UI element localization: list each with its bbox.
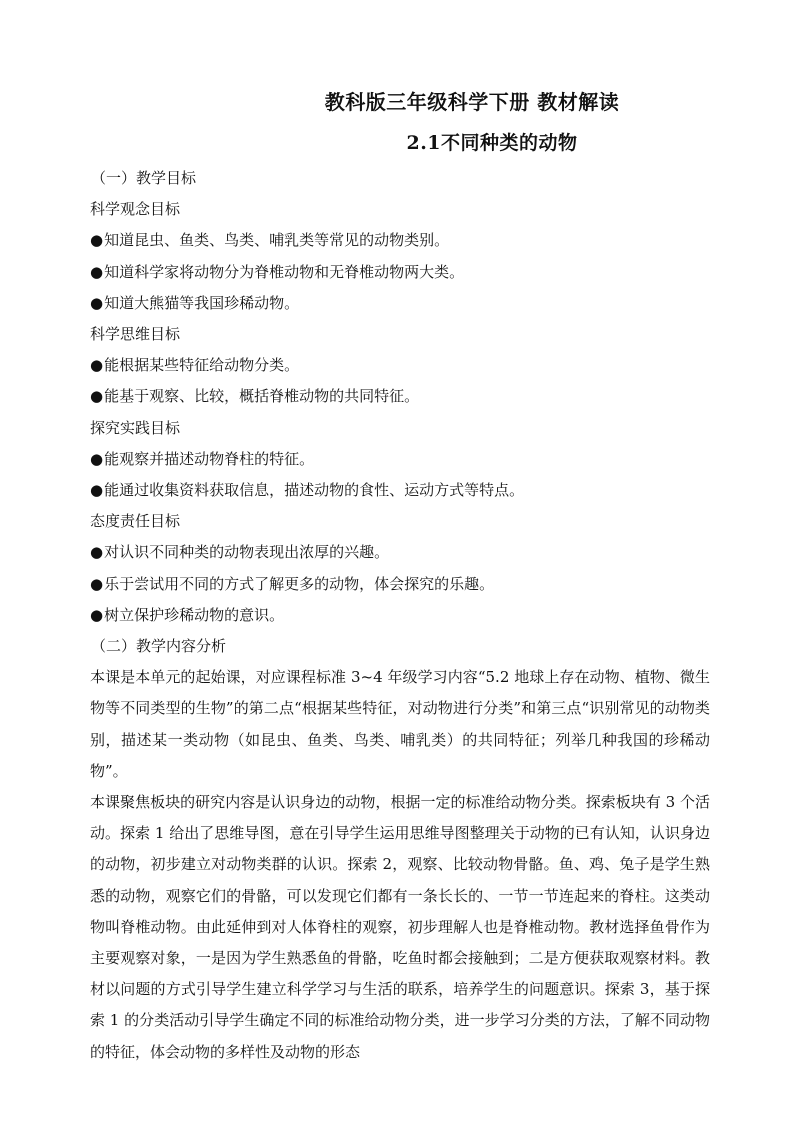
bullet-item [90,475,710,506]
section-heading-teaching-goals: （一）教学目标 [91,169,197,187]
paragraph-activities: 本课聚焦板块的研究内容是认识身边的动物，根据一定的标准给动物分类。探索板块有 3 个活动。探索 1 给出了思维导图，意在引导学生运用思维导图整理关于动物的已有认知，认识身边的动物，初步建立对动物类群的认识。探索 2，观察、比较动物骨骼。鱼、鸡、兔子是学生熟悉的动物，观察它们的骨骼，可以发现它们都有一条长长的、一节一节连起来的脊柱。这类动物叫脊椎动物。由此延伸到对人体脊柱的观察，初步理解人也是脊椎动物。教材选择鱼骨作为主要观察对象，一是因为学生熟悉鱼的骨骼，吃鱼时都会接触到；二是方便获取观察材料。教材以问题的方式引导学生建立科学学习与生活的联系，培养学生的问题意识。探索 3，基于探索 1 的分类活动引导学生确定不同的标准给动物分类，进一步学习分类的方法，了解不同动物的特征，体会动物的多样性及动物的形态 [90,793,710,1061]
bullet-icon: ● [90,543,104,562]
bullet-item [90,444,710,475]
bullet-text: 知道昆虫、鱼类、鸟类、哺乳类等常见的动物类别。 [104,231,450,250]
bullet-item [90,288,710,319]
category-heading: 探究实践目标 [90,418,181,437]
bullet-text: 知道科学家将动物分为脊椎动物和无脊椎动物两大类。 [104,262,465,281]
bullet-icon: ● [90,231,104,250]
bullet-icon: ● [90,356,104,375]
bullet-item [90,600,710,631]
bullet-item [90,537,710,568]
bullet-text: 对认识不同种类的动物表现出浓厚的兴趣。 [104,543,390,562]
document-title: 教科版三年级科学下册 教材解读 [324,90,620,114]
bullet-item [90,257,710,288]
bullet-text: 树立保护珍稀动物的意识。 [104,605,285,624]
bullet-icon: ● [90,605,104,624]
bullet-icon: ● [90,574,104,593]
category-heading: 科学思维目标 [90,325,181,344]
bullet-icon: ● [90,262,104,281]
bullet-text: 知道大熊猫等我国珍稀动物。 [104,293,300,312]
bullet-icon: ● [90,481,104,500]
bullet-icon: ● [90,387,104,406]
bullet-text: 能通过收集资料获取信息，描述动物的食性、运动方式等特点。 [104,481,525,500]
category-heading: 态度责任目标 [90,512,181,531]
bullet-item [90,381,710,412]
section-heading-content-analysis: （二）教学内容分析 [91,637,227,656]
bullet-icon: ● [90,293,104,312]
category-heading: 科学观念目标 [90,200,181,219]
bullet-item [90,569,710,600]
lesson-title: 2.1不同种类的动物 [406,132,578,154]
paragraph-curriculum: 本课是本单元的起始课，对应课程标准 3~4 年级学习内容“5.2 地球上存在动物、植物、微生物等不同类型的生物”的第二点“根据某些特征，对动物进行分类”和第三点“识别常见的动物类别，描述某一类动物（如昆虫、鱼类、鸟类、哺乳类）的共同特征；列举几种我国的珍稀动物”。 [90,668,710,780]
bullet-text: 能基于观察、比较，概括脊椎动物的共同特征。 [104,387,420,406]
bullet-item [90,225,710,256]
bullet-icon: ● [90,449,104,468]
document-body [90,163,710,1068]
bullet-text: 能根据某些特征给动物分类。 [104,356,300,375]
bullet-item [90,350,710,381]
bullet-text: 能观察并描述动物脊柱的特征。 [104,449,315,468]
bullet-text: 乐于尝试用不同的方式了解更多的动物，体会探究的乐趣。 [104,574,495,593]
